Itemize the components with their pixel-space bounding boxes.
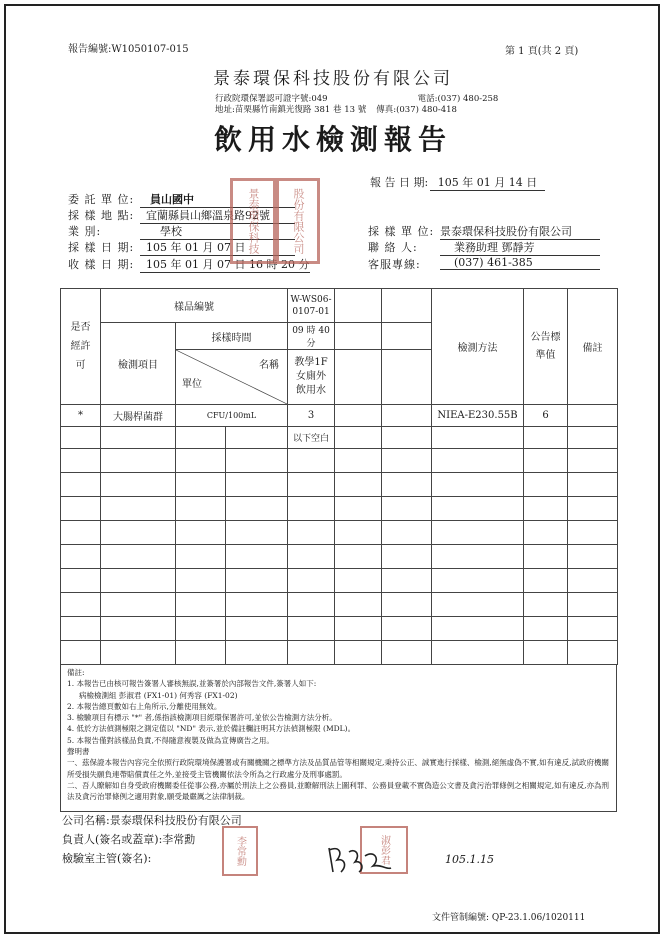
sample-no: W-WS06-0107-01 — [288, 289, 335, 323]
col-item: 檢測項目 — [101, 323, 176, 405]
name-unit-header — [176, 350, 288, 405]
note-3: 3. 檢驗項目有標示 "*" 者,係指該檢測項目經環保署許可,並依公告檢測方法分析。 — [67, 713, 337, 723]
director-line: 負責人(簽名或蓋章):李常勳 — [62, 833, 196, 846]
company-contact — [215, 94, 498, 116]
sample-date: 105 年 01 月 07 日 — [140, 239, 295, 256]
notes-section — [60, 664, 617, 812]
test-method: NIEA-E230.55B — [432, 405, 524, 427]
address: 地址:苗栗縣竹南鎮光復路 381 巷 13 號 — [215, 105, 367, 115]
col-sample-no: 樣品編號 — [101, 289, 288, 323]
result-value: 3 — [288, 405, 335, 427]
col-sample-time: 採樣時間 — [176, 323, 288, 350]
note-4: 4. 低於方法偵測極限之測定值以 "ND" 表示,並於備註欄註明其方法偵測極限 (MDL)。 — [67, 724, 356, 734]
sampler: 景泰環保科技股份有限公司 — [440, 223, 600, 240]
site-label: 採 樣 地 點: — [68, 209, 135, 222]
receive-date-label: 收 樣 日 期: — [68, 258, 135, 271]
sampler-label: 採 樣 單 位: — [368, 225, 435, 238]
results-table — [60, 288, 618, 665]
declaration-2: 二、吾人瞭解如自身受政府機關委任從事公務,亦屬於刑法上之公務員,並瞭解刑法上圖利罪、公務員登載不實偽造公文書及貪污治罪條例之相關規定,如有違反,亦為刑法及貪污治罪條例之適用對象,願受最嚴厲之法律制裁。 — [67, 780, 610, 802]
declaration-heading: 聲明書 — [67, 747, 90, 757]
hotline: (037) 461-385 — [440, 256, 600, 270]
category-label: 業 別: — [68, 225, 102, 238]
approved-mark: * — [61, 405, 101, 427]
test-item: 大腸桿菌群 — [101, 405, 176, 427]
fax: 傳真:(037) 480-418 — [376, 105, 457, 115]
company-line: 公司名稱:景泰環保科技股份有限公司 — [62, 814, 242, 827]
receive-date: 105 年 01 月 07 日 16 時 20 分 — [140, 256, 310, 273]
report-number: 報告編號:W1050107-015 — [68, 44, 189, 55]
note-1-signers: 病檢檢測組 彭淑君 (FX1-01) 何秀容 (FX1-02) — [79, 690, 238, 700]
lab-manager-line: 檢驗室主管(簽名): — [62, 852, 152, 865]
col-remark: 備註 — [568, 289, 618, 405]
report-date: 105 年 01 月 14 日 — [430, 174, 545, 191]
table-row — [61, 405, 618, 427]
handwritten-signature — [325, 842, 395, 876]
sample-time: 09 時 40 分 — [288, 323, 335, 350]
table-row — [61, 427, 618, 449]
sign-date: 105.1.15 — [445, 853, 494, 866]
contact-label: 聯 絡 人: — [368, 241, 418, 254]
page-number: 第 1 頁(共 2 頁) — [505, 46, 579, 57]
unit: CFU/100mL — [176, 405, 288, 427]
director-seal: 李常勳 — [222, 826, 258, 876]
document-title: 飲用水檢測報告 — [213, 123, 452, 156]
standard-value: 6 — [524, 405, 568, 427]
official-seal-left: 景泰環保科技 — [230, 178, 276, 264]
client-label: 委 託 單 位: — [68, 193, 135, 206]
col-approved: 是否經許可 — [61, 289, 101, 405]
report-date-label: 報 告 日 期: — [370, 176, 429, 189]
hotline-label: 客服專線: — [368, 258, 421, 271]
note-2: 2. 本報告總頁數如右上角所示,分離使用無效。 — [67, 701, 222, 711]
contact-person: 業務助理 鄧靜芳 — [440, 239, 600, 256]
company-name: 景泰環保科技股份有限公司 — [213, 69, 453, 89]
manager-seal: 淑彭君 — [360, 826, 408, 874]
client-name: 員山國中 — [140, 191, 295, 208]
sampling-site: 宜蘭縣員山鄉溫泉路92號 — [140, 207, 295, 224]
document-control-number: 文件管制編號: QP-23.1.06/1020111 — [432, 913, 586, 923]
sample-name: 教學1F 女廁外 飲用水 — [288, 350, 335, 405]
col-standard: 公告標準值 — [524, 289, 568, 405]
category: 學校 — [140, 223, 295, 240]
col-method: 檢測方法 — [432, 289, 524, 405]
phone: 電話:(037) 480-258 — [417, 94, 499, 104]
col-name: 名稱 — [259, 360, 280, 371]
col-unit: 單位 — [182, 379, 202, 390]
note-1: 1. 本報告已由核可報告簽署人審核無誤,並簽署於內部報告文件,簽署人如下: — [67, 679, 317, 689]
official-seal-right: 股份有限公司 — [276, 178, 320, 264]
note-5: 5. 本報告僅對該樣品負責,不得隨意複製及做為宣傳廣告之用。 — [67, 735, 274, 745]
notes-heading: 備註: — [67, 668, 85, 677]
declaration-1: 一、茲保證本報告內容完全依照行政院環境保護署或有關機關之標準方法及品質品管等相關規定,秉持公正、誠實進行採樣、檢測,絕無虛偽不實,如有違反,試政府機關所受損失願負連帶賠償責任之外,並接受主管機關依法令所為之行政處分及刑事處罰。 — [67, 758, 610, 779]
license-number: 行政院環保署認可證字號:049 — [215, 94, 328, 104]
sample-date-label: 採 樣 日 期: — [68, 241, 135, 254]
end-note: 以下空白 — [288, 427, 335, 449]
